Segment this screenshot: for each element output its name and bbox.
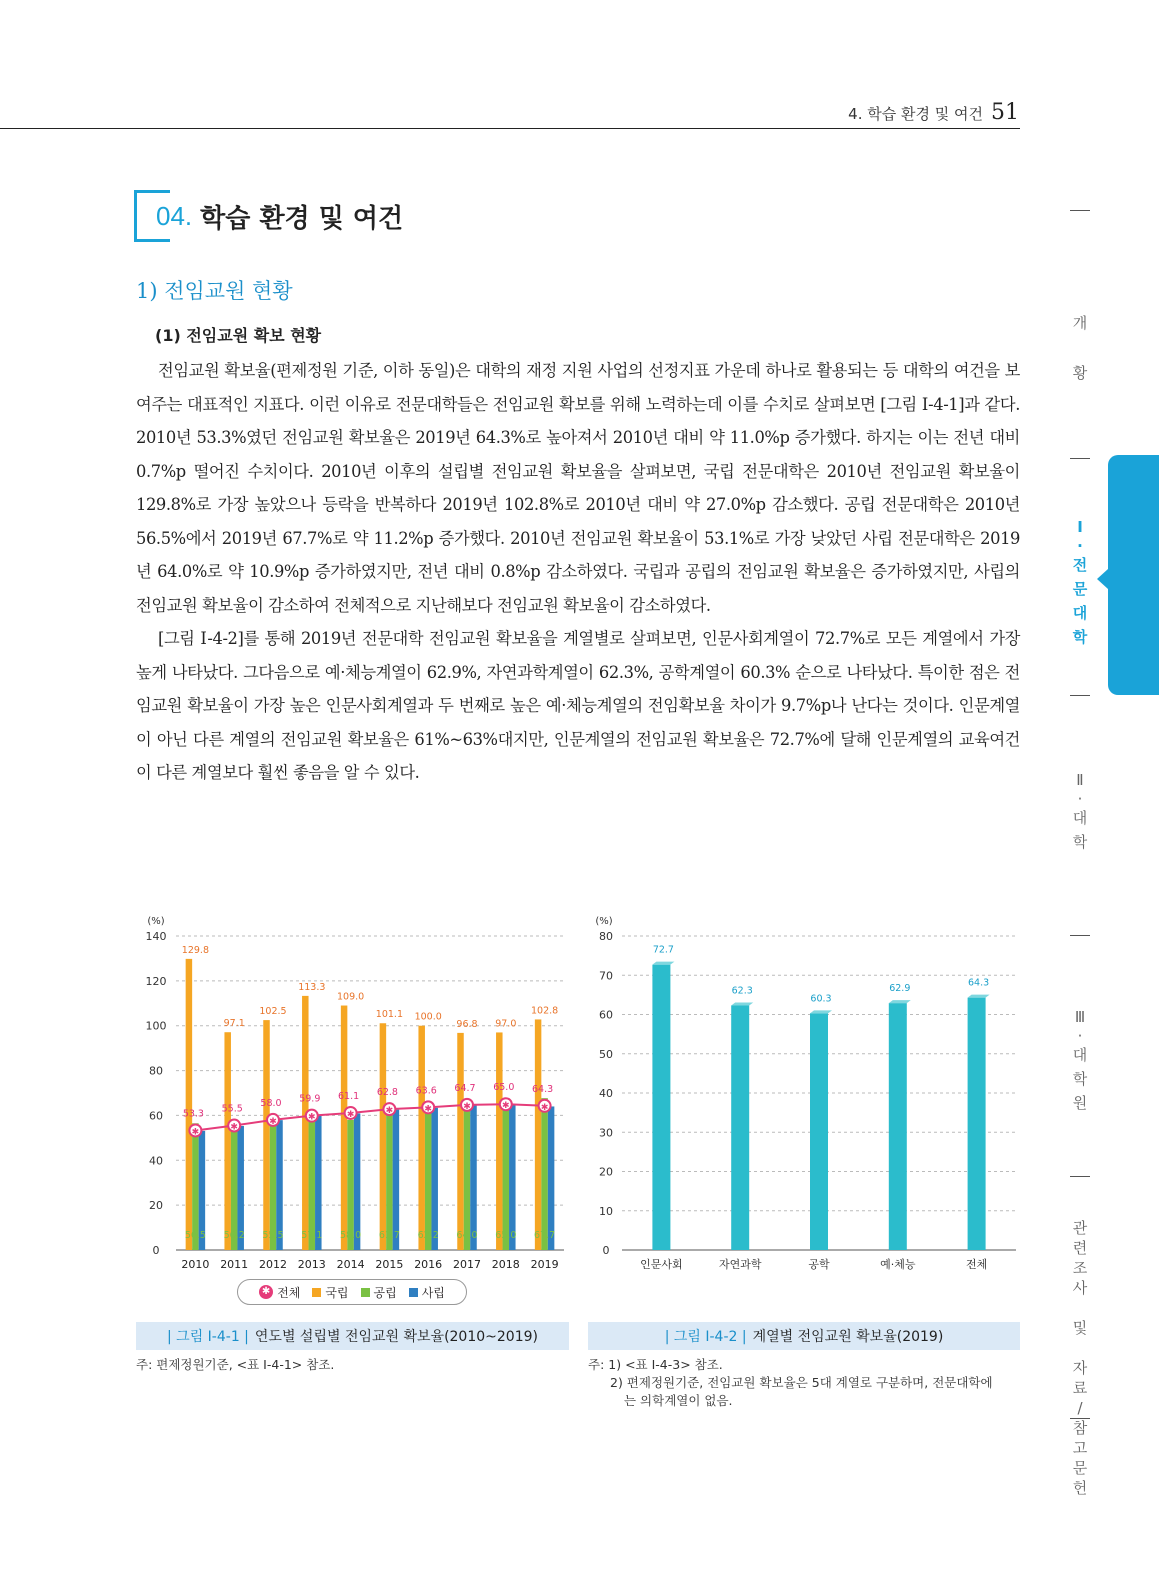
bar-field — [968, 998, 986, 1250]
section-title: 1) 전임교원 현황 — [136, 279, 293, 303]
label-total: 64.3 — [532, 1083, 554, 1095]
label-total: 61.1 — [338, 1090, 360, 1102]
label-field: 72.7 — [652, 944, 674, 956]
point-total-star: ✱ — [540, 1102, 549, 1113]
x-tick-label: 2013 — [297, 1258, 326, 1271]
label-total: 63.6 — [415, 1085, 437, 1097]
running-head-title: 4. 학습 환경 및 여건 — [848, 105, 983, 123]
side-tab-char: 헌 — [1072, 1479, 1088, 1497]
side-tab-char — [1068, 1298, 1092, 1318]
point-total-star: ✱ — [269, 1116, 277, 1127]
side-tab-references[interactable] — [1068, 1218, 1092, 1498]
side-tab-char: 대 — [1072, 604, 1088, 622]
swatch-icon — [312, 1288, 321, 1297]
label-national: 102.8 — [530, 1005, 559, 1017]
bar-national — [496, 1032, 503, 1250]
side-tab-char: 개 — [1072, 314, 1088, 332]
label-national: 113.3 — [298, 981, 326, 993]
label-public: 64.0 — [456, 1230, 478, 1241]
side-tab-char: 관 — [1072, 1219, 1088, 1237]
side-tab-char: Ⅰ — [1077, 518, 1083, 536]
y-tick-label: 120 — [145, 974, 167, 988]
label-public: 56.2 — [223, 1230, 245, 1241]
y-tick-label: 40 — [599, 1087, 613, 1100]
x-tick-label: 자연과학 — [718, 1258, 762, 1271]
point-total-star: ✱ — [346, 1109, 355, 1120]
x-tick-label: 2016 — [414, 1258, 443, 1271]
label-total: 59.9 — [299, 1093, 321, 1105]
side-tab-char: Ⅱ — [1076, 771, 1084, 789]
side-tab-char: 및 — [1072, 1319, 1088, 1337]
side-tab-char: 원 — [1072, 1094, 1088, 1112]
bar-field-top — [889, 1000, 911, 1003]
side-tab-char: 학 — [1072, 628, 1088, 646]
bar-national — [341, 1006, 348, 1250]
y-tick-label: 100 — [145, 1019, 167, 1033]
legend-label: 공립 — [373, 1285, 397, 1300]
label-national: 97.1 — [223, 1018, 245, 1030]
legend-item-private — [409, 1284, 445, 1301]
figure2-note — [588, 1356, 1020, 1410]
y-tick-label: 140 — [145, 930, 167, 943]
side-tab-char: 료 — [1072, 1379, 1088, 1397]
figure1-caption — [136, 1322, 569, 1350]
legend-label: 사립 — [421, 1285, 445, 1300]
x-tick-label: 2012 — [259, 1258, 287, 1271]
side-tab-char: 대 — [1072, 809, 1088, 827]
label-public: 65.0 — [495, 1230, 517, 1241]
y-tick-label: 40 — [149, 1154, 163, 1168]
side-divider — [1070, 695, 1090, 696]
side-tab-char: 자 — [1072, 1359, 1088, 1377]
side-tab-char: / — [1077, 1399, 1083, 1417]
side-tab-char: 대 — [1072, 1046, 1088, 1064]
side-tab-char: 전 — [1072, 556, 1088, 574]
x-tick-label: 2014 — [336, 1258, 365, 1271]
label-national: 97.0 — [495, 1018, 517, 1030]
figure1-legend — [237, 1279, 467, 1305]
side-divider — [1070, 1176, 1090, 1177]
bar-national — [457, 1033, 464, 1250]
side-tab-char: 련 — [1072, 1239, 1088, 1257]
label-total: 55.5 — [221, 1103, 243, 1115]
side-tab-graduate[interactable] — [1068, 1005, 1092, 1115]
y-tick-label: 10 — [599, 1204, 613, 1218]
y-axis-unit: (%) — [595, 916, 613, 927]
side-tab-char: 문 — [1072, 580, 1088, 598]
body-text — [136, 354, 1020, 790]
legend-label: 전체 — [277, 1285, 301, 1300]
figure2-chart — [588, 910, 1020, 1275]
x-tick-label: 공학 — [808, 1258, 830, 1271]
x-tick-label: 2018 — [491, 1258, 520, 1271]
side-tab-active-bg — [1108, 455, 1159, 695]
side-tab-char: · — [1077, 1027, 1083, 1045]
label-total: 62.8 — [376, 1087, 398, 1099]
bar-public — [541, 1098, 548, 1250]
swatch-icon — [361, 1288, 370, 1297]
bar-field — [731, 1005, 749, 1250]
side-tab-char: 사 — [1072, 1279, 1088, 1297]
bar-national — [224, 1032, 231, 1250]
x-tick-label: 2015 — [375, 1258, 404, 1271]
chapter-heading — [134, 190, 403, 242]
point-total-star: ✱ — [230, 1122, 238, 1133]
figure1-chart — [136, 910, 576, 1275]
label-total: 65.0 — [493, 1082, 515, 1094]
y-tick-label: 60 — [149, 1109, 163, 1123]
figure1-note: 주: 편제정원기준, <표 Ⅰ-4-1> 참조. — [136, 1357, 335, 1372]
label-field: 62.3 — [731, 985, 753, 997]
y-tick-label: 20 — [149, 1199, 163, 1213]
figure1-title: 연도별 설립별 전임교원 확보율(2010~2019) — [254, 1329, 538, 1345]
point-total-star: ✱ — [191, 1127, 200, 1138]
legend-label: 국립 — [325, 1285, 349, 1300]
side-tab-char: 황 — [1072, 364, 1088, 382]
side-tab-char: 조 — [1072, 1259, 1088, 1277]
label-field: 62.9 — [889, 983, 911, 995]
label-national: 100.0 — [414, 1011, 442, 1023]
chapter-title: 학습 환경 및 여건 — [200, 203, 404, 234]
side-tab-char: Ⅲ — [1074, 1008, 1086, 1026]
y-tick-label: 80 — [149, 1064, 163, 1078]
paragraph: [그림 Ⅰ-4-2]를 통해 2019년 전문대학 전임교원 확보율을 계열별로 살펴보면, 인문사회계열이 72.7%로 모든 계열에서 가장 높게 나타났다. 그다음으로 예·체능계열이 62.9%, 자연과학계열이 62.3%, 공학계열이 60.3% 순으로 나타났다. 특이한 점은 전임교원 확보율이 가장 높은 인문사회계열과 두 번째로 높은 예·체능계열의 전임확보율 차이가 9.7%p나 난다는 것이다. 인문계열이 아닌 다른 계열의 전임교원 확보율은 61%~63%대지만, 인문계열의 전임교원 확보율은 72.7%에 달해 인문계열의 교육여건이 다른 계열보다 훨씬 좋음을 알 수 있다. — [136, 629, 1020, 782]
y-tick-label: 80 — [599, 930, 613, 943]
label-field: 60.3 — [810, 993, 832, 1005]
y-tick-label: 0 — [152, 1244, 160, 1257]
x-tick-label: 2011 — [220, 1258, 249, 1271]
side-tab-char: 학 — [1072, 833, 1088, 851]
bar-field-top — [652, 962, 674, 965]
x-tick-label: 2019 — [530, 1258, 559, 1271]
y-tick-label: 60 — [599, 1008, 613, 1022]
figure1-label: | 그림 Ⅰ-4-1 | — [167, 1329, 249, 1345]
bar-national — [186, 959, 193, 1250]
label-total: 58.0 — [260, 1097, 282, 1109]
label-public: 67.7 — [534, 1230, 556, 1241]
label-public: 55.5 — [262, 1230, 284, 1241]
side-tab-arrow — [1097, 569, 1108, 589]
label-national: 109.0 — [336, 991, 365, 1003]
bar-field — [652, 965, 670, 1250]
side-divider — [1070, 935, 1090, 936]
label-public: 56.5 — [184, 1230, 206, 1241]
bar-national — [263, 1020, 270, 1250]
side-tab-junior-college[interactable] — [1068, 515, 1092, 649]
bar-national — [302, 996, 309, 1250]
point-total-star: ✱ — [463, 1101, 471, 1112]
side-tab-char: 문 — [1072, 1459, 1088, 1477]
bar-national — [418, 1026, 425, 1250]
y-tick-label: 50 — [599, 1047, 613, 1061]
asterisk-icon: ✱ — [259, 1285, 273, 1299]
legend-item-public — [361, 1284, 397, 1301]
point-total-star: ✱ — [308, 1112, 316, 1123]
figure2-note-1: 주: 1) <표 Ⅰ-4-3> 참조. — [588, 1357, 723, 1372]
side-tab-overview[interactable] — [1068, 298, 1092, 382]
figure2-note-3: 는 의학계열이 없음. — [624, 1393, 733, 1408]
bar-field — [810, 1013, 828, 1250]
header-rule — [0, 128, 1020, 129]
bar-field-top — [810, 1010, 832, 1013]
y-tick-label: 70 — [599, 969, 613, 983]
label-national: 102.5 — [259, 1006, 287, 1018]
bar-field-top — [731, 1002, 753, 1005]
bar-national — [380, 1023, 387, 1250]
label-total: 64.7 — [454, 1082, 476, 1094]
running-head — [848, 100, 1019, 125]
page-number: 51 — [991, 100, 1019, 125]
side-divider — [1070, 458, 1090, 459]
side-tab-char: 고 — [1072, 1439, 1088, 1457]
label-national: 129.8 — [181, 944, 210, 956]
x-tick-label: 2017 — [453, 1258, 481, 1271]
point-total-star: ✱ — [502, 1101, 510, 1112]
figure2-label: | 그림 Ⅰ-4-2 | — [664, 1329, 747, 1345]
legend-item-national — [312, 1284, 348, 1301]
side-tab-char: · — [1077, 537, 1083, 555]
x-tick-label: 인문사회 — [640, 1258, 683, 1271]
y-tick-label: 0 — [602, 1244, 610, 1257]
chapter-number: 04. — [156, 200, 193, 231]
side-tab-char: · — [1077, 790, 1083, 808]
side-divider — [1070, 210, 1090, 211]
bar-field — [889, 1003, 907, 1250]
side-divider — [1070, 1418, 1090, 1419]
point-total-star: ✱ — [424, 1104, 432, 1115]
figure1-svg — [136, 910, 576, 1275]
y-tick-label: 30 — [599, 1126, 613, 1140]
y-axis-unit: (%) — [147, 916, 165, 927]
side-tab-char: 학 — [1072, 1070, 1088, 1088]
label-public: 57.1 — [301, 1230, 323, 1241]
point-total-star: ✱ — [385, 1106, 394, 1117]
side-tab-char — [1068, 1338, 1092, 1358]
bar-national — [535, 1019, 542, 1250]
label-total: 53.3 — [182, 1108, 204, 1120]
side-tab-university[interactable] — [1068, 768, 1092, 854]
side-tab-char: 참 — [1072, 1419, 1088, 1437]
legend-item-total — [259, 1284, 300, 1301]
x-tick-label: 2010 — [181, 1258, 210, 1271]
bar-field-top — [968, 995, 990, 998]
figure2-title: 계열별 전임교원 확보율(2019) — [752, 1329, 944, 1345]
swatch-icon — [409, 1288, 418, 1297]
x-tick-label: 예·체능 — [880, 1258, 916, 1271]
subsection-title: (1) 전임교원 확보 현황 — [155, 326, 322, 345]
label-public: 62.2 — [417, 1230, 439, 1241]
y-tick-label: 20 — [599, 1165, 613, 1179]
label-national: 101.1 — [375, 1009, 404, 1021]
paragraph: 전임교원 확보율(편제정원 기준, 이하 동일)은 대학의 재정 지원 사업의 선정지표 가운데 하나로 활용되는 등 대학의 여건을 보여주는 대표적인 지표다. 이런 이유로 전문대학들은 전임교원 확보를 위해 노력하는데 이를 수치로 살펴보면 [그림 Ⅰ-4-1]과 같다. 2010년 53.3%였던 전임교원 확보율은 2019년 64.3%로 높아져서 2010년 대비 약 11.0%p 증가했다. 하지는 이는 전년 대비 0.7%p 떨어진 수치이다. 2010년 이후의 설립별 전임교원 확보율을 살펴보면, 국립 전문대학은 2010년 전임교원 확보율이 129.8%로 가장 높았으나 등락을 반복하다 2019년 102.8%로 2010년 대비 약 27.0%p 감소했다. 공립 전문대학은 2010년 56.5%에서 2019년 67.7%로 약 11.2%p 증가했다. 2010년 전임교원 확보율이 53.1%로 가장 낮았던 사립 전문대학은 2019년 64.0%로 약 10.9%p 증가하였지만, 전년 대비 0.8%p 감소하였다. 국립과 공립의 전임교원 확보율은 증가하였지만, 사립의 전임교원 확보율이 감소하여 전체적으로 지난해보다 전임교원 확보율이 감소하였다. — [136, 361, 1020, 615]
x-tick-label: 전체 — [965, 1258, 988, 1271]
label-field: 64.3 — [968, 977, 990, 989]
figure2-caption — [588, 1322, 1020, 1350]
label-public: 61.7 — [378, 1230, 400, 1241]
label-national: 96.8 — [456, 1018, 478, 1030]
figure2-svg — [588, 910, 1020, 1275]
figure2-note-2: 2) 편제정원기준, 전임교원 확보율은 5대 계열로 구분하며, 전문대학에 — [610, 1375, 993, 1390]
label-public: 58.0 — [340, 1230, 362, 1241]
